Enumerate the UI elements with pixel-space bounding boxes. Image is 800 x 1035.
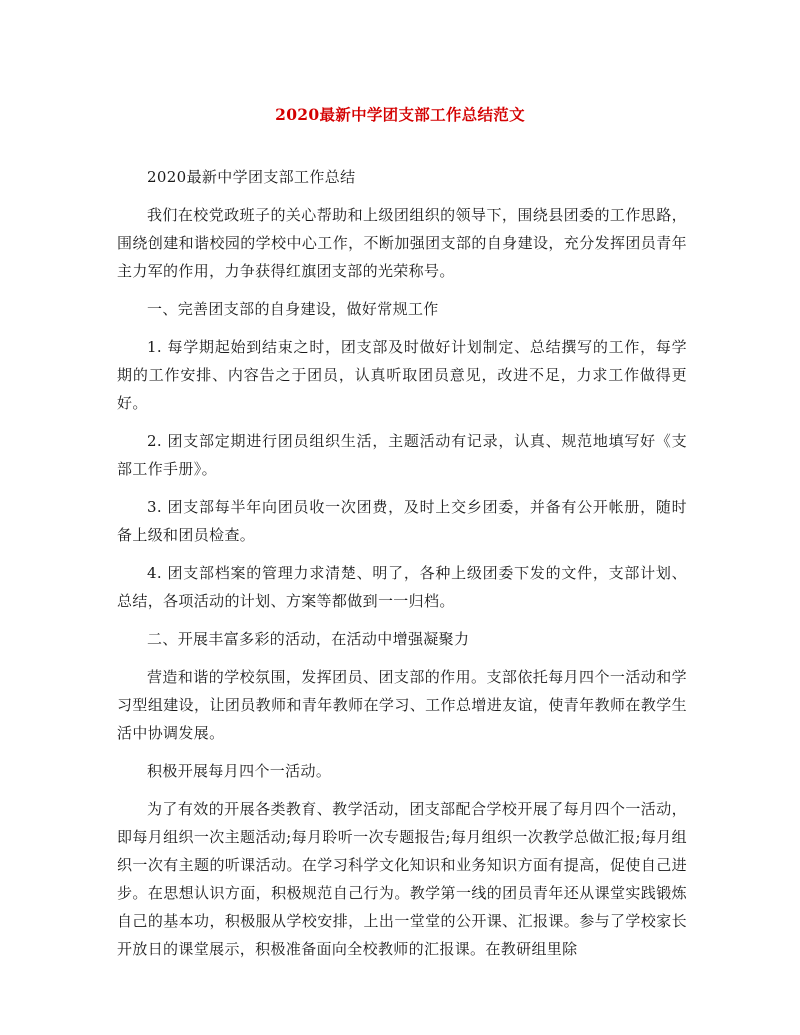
document-title: 2020最新中学团支部工作总结范文 [275, 105, 525, 124]
section-heading-1: 一、完善团支部的自身建设，做好常规工作 [147, 300, 439, 318]
intro-paragraph: 我们在校党政班子的关心帮助和上级团组织的领导下，围绕县团委的工作思路，围绕创建和谐校园的学校中心工作，不断加强团支部的自身建设，充分发挥团员青年主力军的作用，力争获得红旗团支部的光荣称号。 [117, 206, 687, 280]
list-item-4: 4. 团支部档案的管理力求清楚、明了，各种上级团委下发的文件，支部计划、总结，各项活动的计划、方案等都做到一一归档。 [117, 564, 687, 610]
section-heading-2: 二、开展丰富多彩的活动，在活动中增强凝聚力 [147, 630, 470, 648]
list-item-3: 3. 团支部每半年向团员收一次团费，及时上交乡团委，并备有公开帐册，随时备上级和团员检查。 [117, 498, 687, 544]
document-body [117, 163, 687, 973]
body-paragraph: 积极开展每月四个一活动。 [147, 762, 332, 780]
list-item-1: 1. 每学期起始到结束之时，团支部及时做好计划制定、总结撰写的工作，每学期的工作安排、内容告之于团员，认真听取团员意见，改进不足，力求工作做得更好。 [117, 338, 687, 412]
subtitle-paragraph: 2020最新中学团支部工作总结 [147, 168, 356, 186]
body-paragraph: 为了有效的开展各类教育、教学活动，团支部配合学校开展了每月四个一活动，即每月组织一次主题活动;每月聆听一次专题报告;每月组织一次教学总做汇报;每月组织一次有主题的听课活动。在学习科学文化知识和业务知识方面有提高，促使自己进步。在思想认识方面，积极规范自己行为。教学第一线的团员青年还从课堂实践锻炼自己的基本功，积极服从学校安排，上出一堂堂的公开课、汇报课。参与了学校家长开放日的课堂展示，积极准备面向全校教师的汇报课。在教研组里除 [117, 800, 687, 958]
list-item-2: 2. 团支部定期进行团员组织生活，主题活动有记录，认真、规范地填写好《支部工作手册》。 [117, 432, 687, 478]
body-paragraph: 营造和谐的学校氛围，发挥团员、团支部的作用。支部依托每月四个一活动和学习型组建设，让团员教师和青年教师在学习、工作总增进友谊，使青年教师在教学生活中协调发展。 [117, 668, 687, 742]
